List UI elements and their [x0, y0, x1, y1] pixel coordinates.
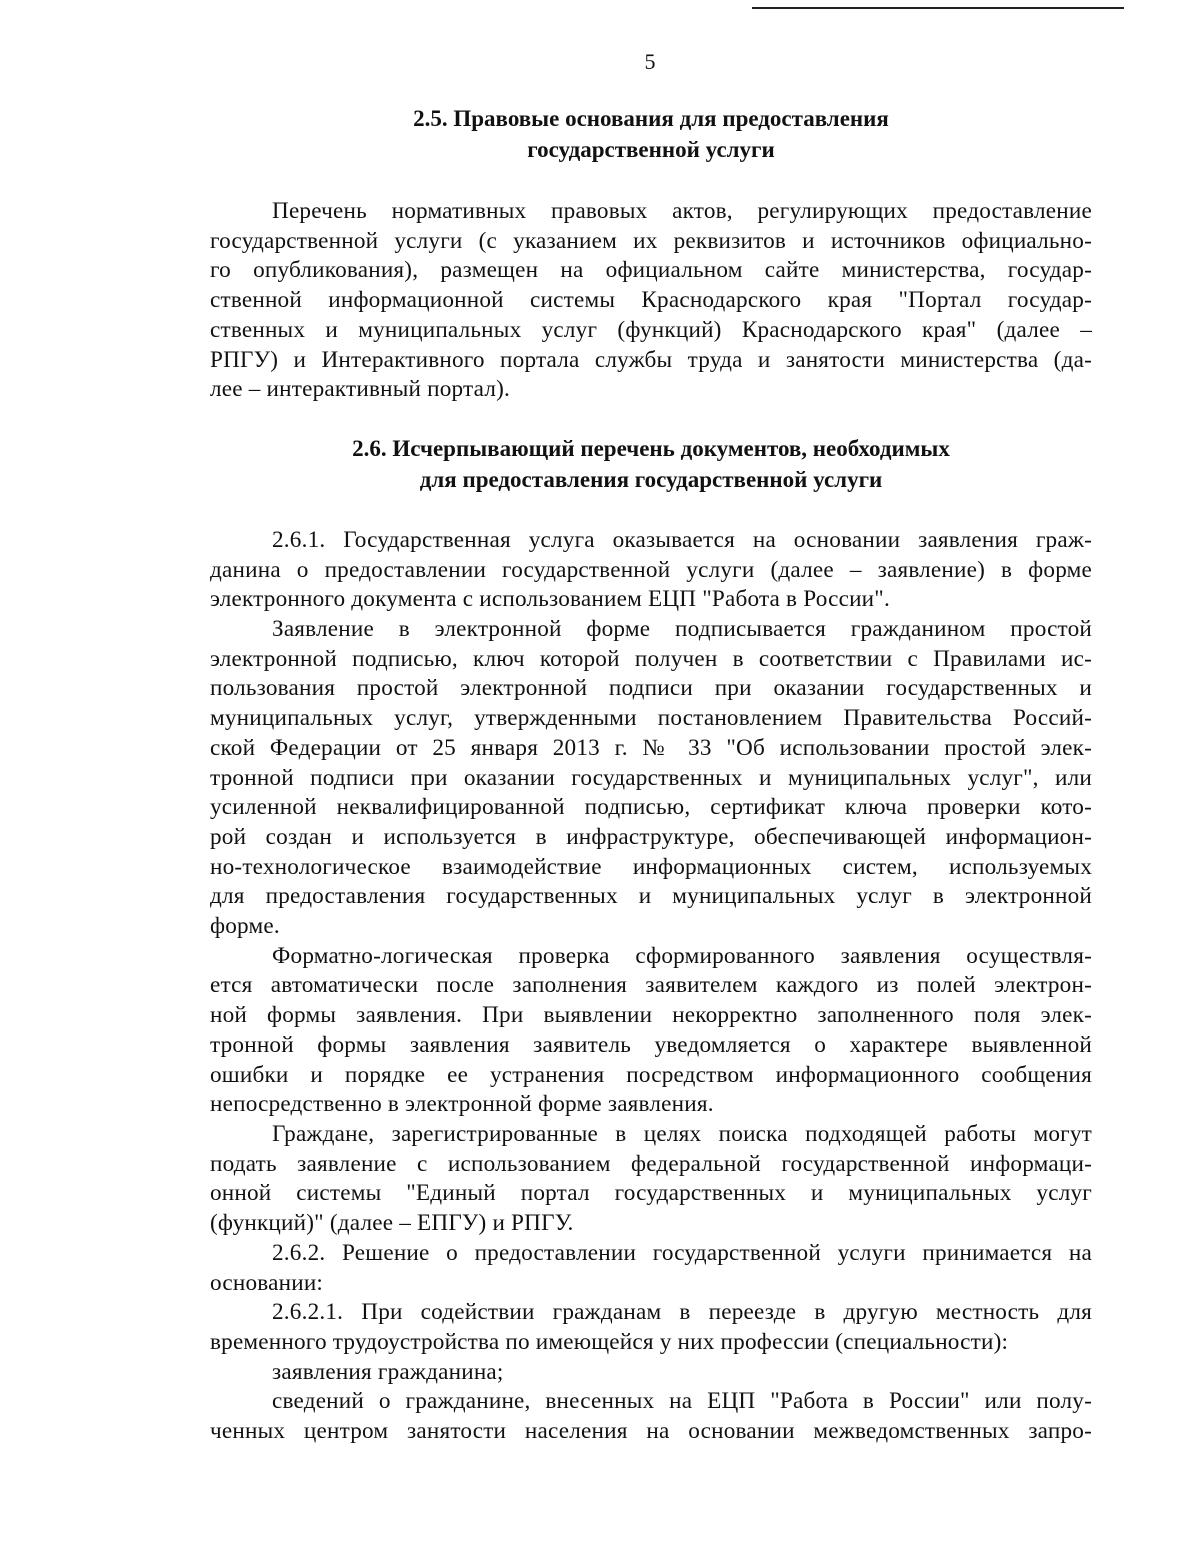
heading-line: для предоставления государственной услуги [419, 466, 883, 492]
text-line: (функций)" (далее – ЕПГУ) и РПГУ. [210, 1210, 574, 1237]
section-body-2-5 [210, 197, 1092, 405]
document-body [210, 103, 1092, 1447]
text-line: заявления гражданина; [272, 1358, 504, 1385]
text-line: форме. [210, 913, 280, 940]
text-line: 2.6.1. Государственная услуга оказывается на основании заявления граж- [272, 526, 1092, 553]
text-line: ной формы заявления. При выявлении некорректно заполненного поля элек- [210, 1002, 1092, 1029]
text-line: тронной подписи при оказании государственных и муниципальных услуг", или [210, 764, 1092, 791]
page-number: 5 [644, 49, 656, 74]
text-line: электронной подписью, ключ которой получен в соответствии с Правилами ис- [210, 645, 1092, 672]
text-line: го опубликования), размещен на официальном сайте министерства, государ- [210, 257, 1092, 284]
heading-line: 2.5. Правовые основания для предоставления [413, 106, 889, 131]
heading-line: 2.6. Исчерпывающий перечень документов, необходимых [352, 435, 950, 461]
section-body-2-6 [210, 526, 1092, 1447]
paragraph-citizen-application [210, 1358, 1092, 1388]
paragraph-electronic-signature [210, 615, 1092, 942]
text-line: государственной услуги (с указанием их реквизитов и источников официально- [210, 227, 1092, 254]
text-line: данина о предоставлении государственной услуги (далее – заявление) в форме [210, 556, 1092, 583]
paragraph-2-6-1 [210, 526, 1092, 615]
text-line: ется автоматически после заполнения заявителем каждого из полей электрон- [210, 972, 1092, 999]
text-line: подать заявление с использованием федеральной государственной информаци- [210, 1150, 1092, 1177]
text-line: Перечень нормативных правовых актов, регулирующих предоставление [272, 198, 1092, 224]
paragraph-format-check [210, 942, 1092, 1120]
text-line: электронного документа с использованием ЕЦП "Работа в России". [210, 586, 890, 613]
text-line: сведений о гражданине, внесенных на ЕЦП "Работа в России" или полу- [272, 1388, 1092, 1415]
text-line: но-технологическое взаимодействие информационных систем, используемых [210, 853, 1092, 880]
text-line: Граждане, зарегистрированные в целях поиска подходящей работы могут [272, 1120, 1092, 1147]
paragraph-citizens-epgu [210, 1120, 1092, 1239]
section-heading-2-5 [210, 103, 1092, 165]
text-line: 2.6.2. Решение о предоставлении государственной услуги принимается на [272, 1239, 1092, 1266]
text-line: ской Федерации от 25 января 2013 г. № 33 "Об использовании простой элек- [210, 734, 1092, 761]
text-line: Заявление в электронной форме подписывается гражданином простой [272, 616, 1092, 643]
text-line: временного трудоустройства по имеющейся у них профессии (специальности): [210, 1328, 1009, 1355]
text-line: рой создан и используется в инфраструктуре, обеспечивающей информацион- [210, 823, 1092, 850]
text-line: усиленной неквалифицированной подписью, сертификат ключа проверки кото- [210, 794, 1092, 821]
text-line: лее – интерактивный портал). [210, 376, 511, 403]
text-line: Форматно-логическая проверка сформированного заявления осуществля- [272, 942, 1092, 969]
text-line: 2.6.2.1. При содействии гражданам в переезде в другую местность для [272, 1299, 1092, 1326]
text-line: ственной информационной системы Краснодарского края "Портал государ- [210, 287, 1092, 314]
text-line: непосредственно в электронной форме заявления. [210, 1091, 714, 1118]
text-line: РПГУ) и Интерактивного портала службы труда и занятости министерства (да- [210, 346, 1092, 373]
text-line: ченных центром занятости населения на основании межведомственных запро- [210, 1418, 1092, 1445]
paragraph-2-6-2 [210, 1239, 1092, 1298]
text-line: тронной формы заявления заявитель уведомляется о характере выявленной [210, 1031, 1092, 1058]
top-rule [752, 7, 1124, 9]
text-line: ошибки и порядке ее устранения посредством информационного сообщения [210, 1061, 1092, 1088]
heading-line: государственной услуги [527, 137, 775, 162]
paragraph-2-6-2-1 [210, 1298, 1092, 1357]
text-line: для предоставления государственных и муниципальных услуг в электронной [210, 883, 1092, 910]
section-heading-2-6 [210, 433, 1092, 495]
paragraph-legal-acts [210, 197, 1092, 405]
text-line: основании: [210, 1269, 324, 1296]
text-line: ственных и муниципальных услуг (функций) Краснодарского края" (далее – [210, 316, 1092, 343]
text-line: муниципальных услуг, утвержденными постановлением Правительства Россий- [210, 705, 1092, 732]
text-line: пользования простой электронной подписи при оказании государственных и [210, 675, 1092, 702]
text-line: онной системы "Единый портал государственных и муниципальных услуг [210, 1180, 1092, 1207]
paragraph-citizen-info [210, 1387, 1092, 1446]
